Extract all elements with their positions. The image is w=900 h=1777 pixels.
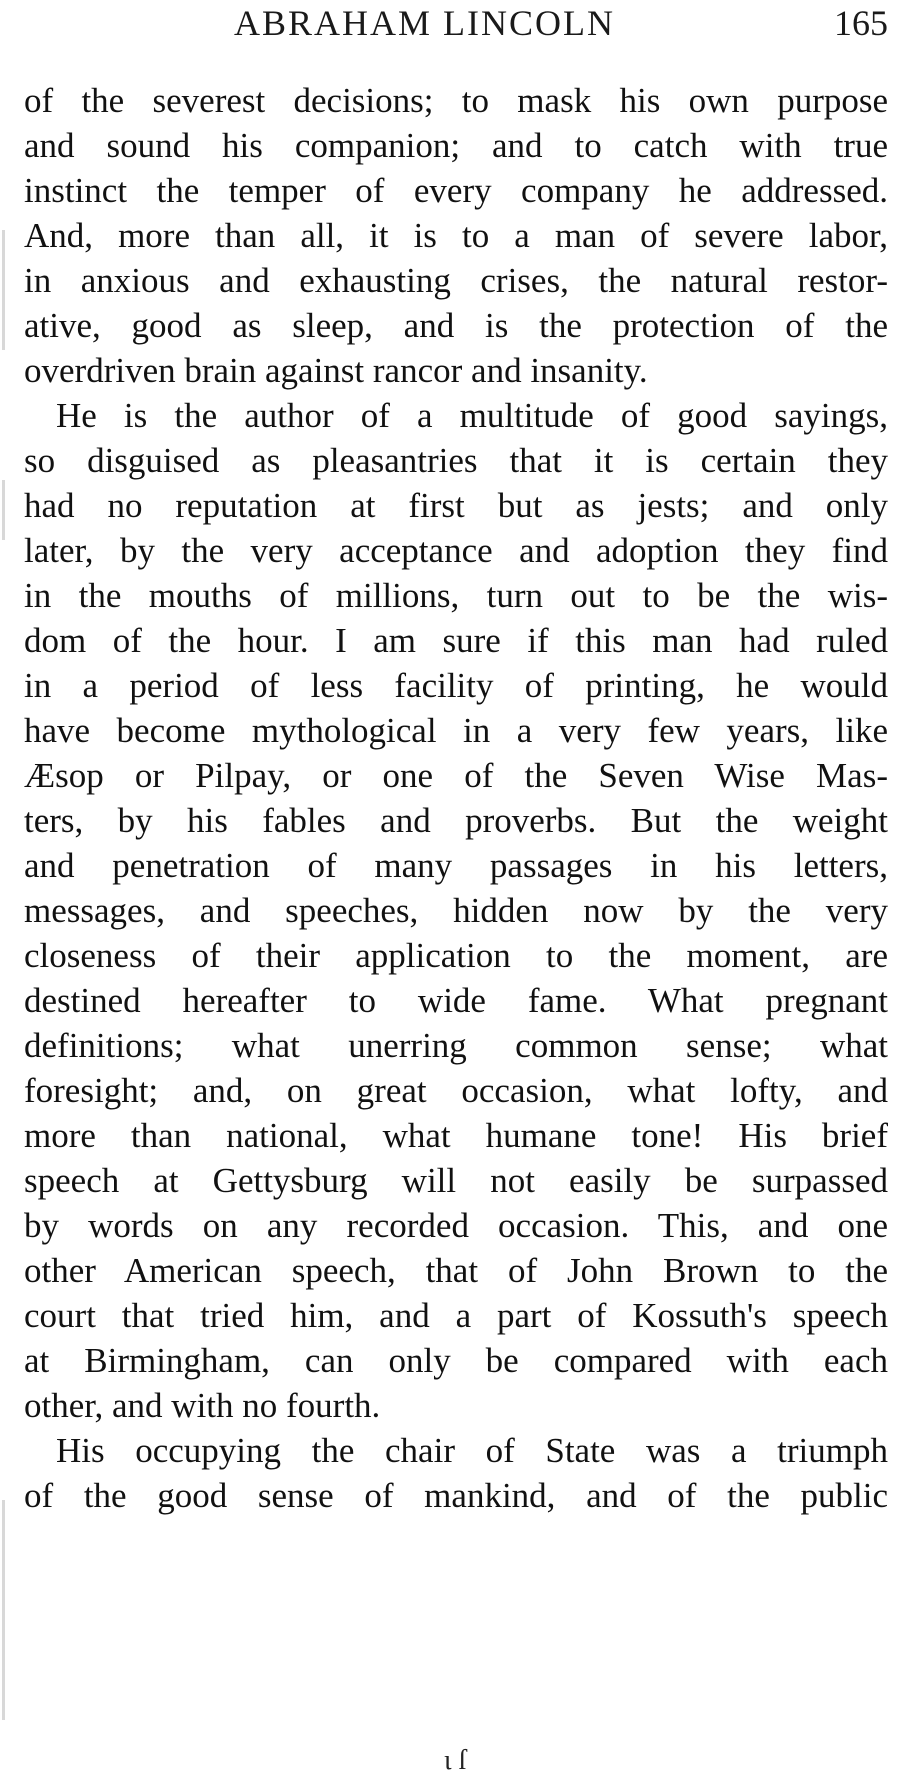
- text-line: so disguised as pleasantries that it is certain they: [24, 441, 888, 480]
- text-line: definitions; what unerring common sense; what: [24, 1026, 888, 1065]
- text-line: and sound his companion; and to catch with true: [24, 126, 888, 165]
- body-text: [24, 78, 888, 1518]
- book-page: [24, 0, 888, 1776]
- text-line: Æsop or Pilpay, or one of the Seven Wise Mas-: [24, 756, 888, 795]
- page-number: 165: [834, 3, 888, 43]
- paragraph-3: [24, 1428, 888, 1518]
- text-line: instinct the temper of every company he addressed.: [24, 171, 888, 210]
- paragraph-1: [24, 78, 888, 393]
- text-line: in a period of less facility of printing, he would: [24, 666, 888, 705]
- text-line: in anxious and exhausting crises, the natural restor-: [24, 261, 888, 300]
- scan-edge-artifact: [2, 1500, 5, 1720]
- text-line: of the good sense of mankind, and of the public: [24, 1476, 888, 1515]
- text-line: at Birmingham, can only be compared with each: [24, 1341, 888, 1380]
- text-line: had no reputation at first but as jests; and only: [24, 486, 888, 525]
- text-line: dom of the hour. I am sure if this man had ruled: [24, 621, 888, 660]
- text-line: have become mythological in a very few years, like: [24, 711, 888, 750]
- text-line: by words on any recorded occasion. This, and one: [24, 1206, 888, 1245]
- text-line: ative, good as sleep, and is the protection of the: [24, 306, 888, 345]
- text-line: overdriven brain against rancor and insanity.: [24, 351, 648, 390]
- running-title: ABRAHAM LINCOLN: [234, 3, 615, 43]
- text-line: ters, by his fables and proverbs. But the weight: [24, 801, 888, 840]
- text-line: He is the author of a multitude of good sayings,: [56, 396, 888, 435]
- text-line: closeness of their application to the moment, are: [24, 936, 888, 975]
- text-line: in the mouths of millions, turn out to be the wis-: [24, 576, 888, 615]
- text-line: later, by the very acceptance and adoption they find: [24, 531, 888, 570]
- text-line: other, and with no fourth.: [24, 1386, 381, 1425]
- text-line: destined hereafter to wide fame. What pregnant: [24, 981, 888, 1020]
- text-line: messages, and speeches, hidden now by the very: [24, 891, 888, 930]
- text-line: more than national, what humane tone! His brief: [24, 1116, 888, 1155]
- text-line: speech at Gettysburg will not easily be surpassed: [24, 1161, 888, 1200]
- paragraph-2: [24, 393, 888, 1428]
- scan-edge-artifact: [2, 480, 5, 540]
- text-line: court that tried him, and a part of Kossuth's speech: [24, 1296, 888, 1335]
- text-line: other American speech, that of John Brown to the: [24, 1251, 888, 1290]
- text-line: And, more than all, it is to a man of severe labor,: [24, 216, 888, 255]
- text-line: His occupying the chair of State was a triumph: [56, 1431, 888, 1470]
- text-line: foresight; and, on great occasion, what lofty, and: [24, 1071, 888, 1110]
- signature-mark: ι ſ: [444, 1745, 467, 1776]
- text-line: and penetration of many passages in his letters,: [24, 846, 888, 885]
- text-line: of the severest decisions; to mask his own purpose: [24, 81, 888, 120]
- scan-edge-artifact: [2, 230, 5, 350]
- running-header: [24, 2, 888, 48]
